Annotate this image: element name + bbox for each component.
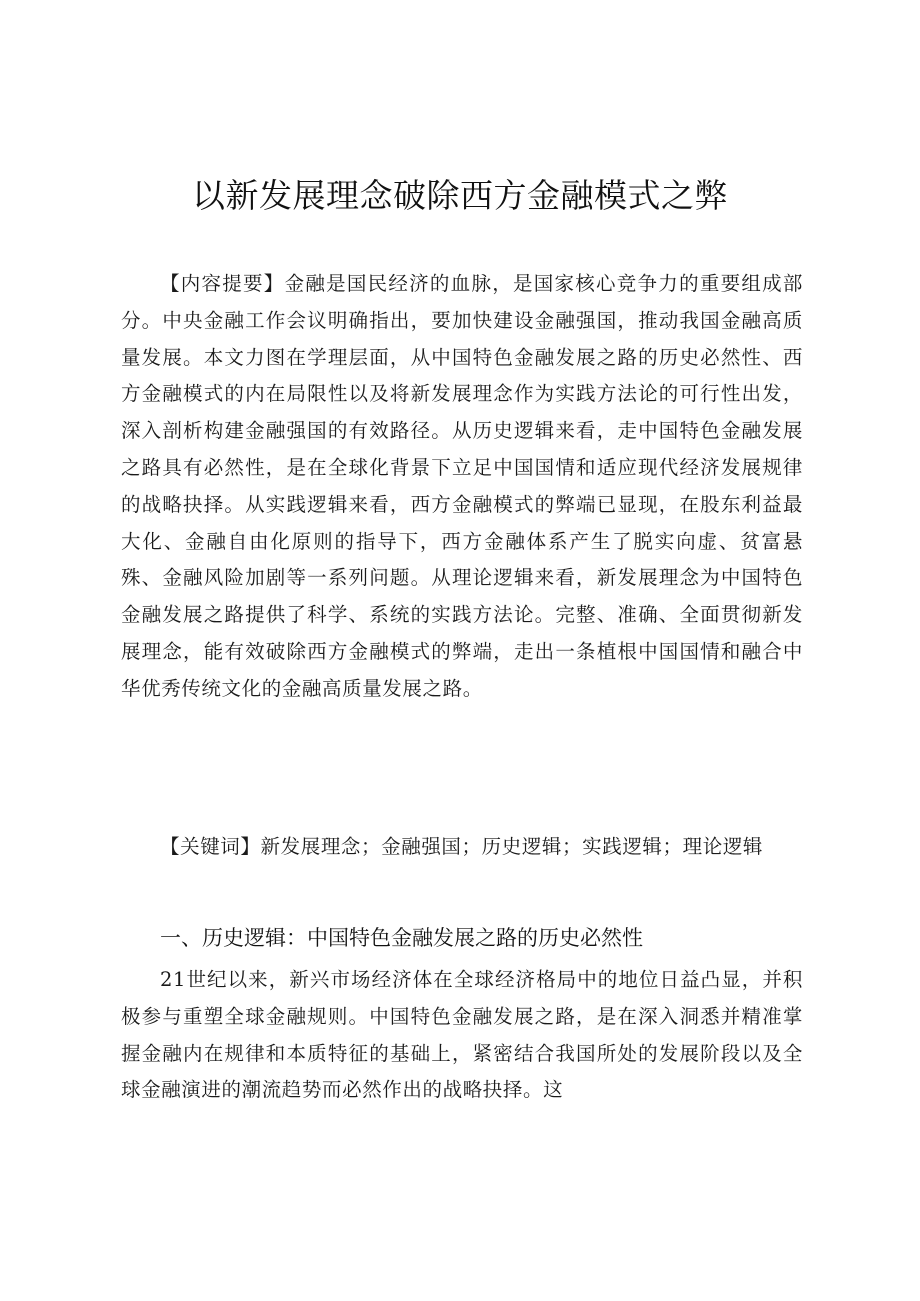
section-heading: 一、历史逻辑：中国特色金融发展之路的历史必然性 <box>160 926 643 950</box>
keywords-paragraph <box>121 829 803 866</box>
abstract-paragraph <box>121 266 803 708</box>
abstract-label: 【内容提要】 <box>160 272 285 295</box>
abstract-text: 金融是国民经济的血脉，是国家核心竞争力的重要组成部分。中央金融工作会议明确指出，要加快建设金融强国，推动我国金融高质量发展。本文力图在学理层面，从中国特色金融发展之路的历史必然性、西方金融模式的内在局限性以及将新发展理念作为实践方法论的可行性出发，深入剖析构建金融强国的有效路径。从历史逻辑来看，走中国特色金融发展之路具有必然性，是在全球化背景下立足中国国情和适应现代经济发展规律的战略抉择。从实践逻辑来看，西方金融模式的弊端已显现，在股东利益最大化、金融自由化原则的指导下，西方金融体系产生了脱实向虚、贫富悬殊、金融风险加剧等一系列问题。从理论逻辑来看，新发展理念为中国特色金融发展之路提供了科学、系统的实践方法论。完整、准确、全面贯彻新发展理念，能有效破除西方金融模式的弊端，走出一条植根中国国情和融合中华优秀传统文化的金融高质量发展之路。 <box>121 272 803 700</box>
document-title: 以新发展理念破除西方金融模式之弊 <box>192 176 728 215</box>
keywords-text: 新发展理念；金融强国；历史逻辑；实践逻辑；理论逻辑 <box>260 835 764 858</box>
section-paragraph: 21世纪以来，新兴市场经济体在全球经济格局中的地位日益凸显，并积极参与重塑全球金融规则。中国特色金融发展之路，是在深入洞悉并精准掌握金融内在规律和本质特征的基础上，紧密结合我国所处的发展阶段以及全球金融演进的潮流趋势而必然作出的战略抉择。这 <box>121 968 803 1102</box>
keywords-label: 【关键词】 <box>160 835 261 858</box>
